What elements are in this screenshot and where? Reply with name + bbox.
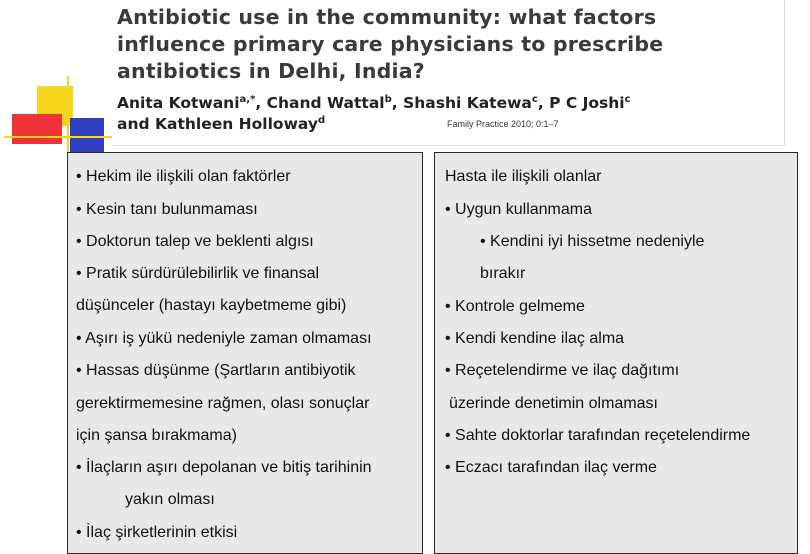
physician-factor-item: • Kesin tanı bulunmaması — [76, 201, 258, 218]
patient-factor-item: • Kontrole gelmeme — [445, 298, 585, 315]
paper-title-line-2: influence primary care physicians to prescribe — [117, 32, 664, 56]
paper-authors-line-1 — [117, 94, 631, 112]
physician-factor-item: • İlaç şirketlerinin etkisi — [76, 524, 238, 541]
patient-factor-item: • Kendi kendine ilaç alma — [445, 330, 625, 347]
author-1-affiliation: a,* — [239, 94, 256, 105]
physician-factor-continuation: düşünceler (hastayı kaybetmeme gibi) — [76, 297, 347, 314]
patient-factors-heading: Hasta ile ilişkili olanlar — [445, 168, 602, 185]
paper-authors-line-2 — [117, 115, 325, 133]
physician-factor-item: • İlaçların aşırı depolanan ve bitiş tarihinin — [76, 459, 372, 476]
physician-factor-item: • Aşırı iş yükü nedeniyle zaman olmaması — [76, 330, 372, 347]
patient-factor-item: • Kendini iyi hissetme nedeniyle — [480, 233, 705, 250]
author-4-affiliation: c — [624, 94, 631, 105]
physician-factors-panel — [67, 152, 423, 554]
physician-factor-item: • Hassas düşünme (Şartların antibiyotik — [76, 362, 356, 379]
physician-factor-continuation: gerektirmemesine rağmen, olası sonuçlar — [76, 395, 370, 412]
deco-vertical-line — [67, 76, 69, 158]
patient-factor-item: • Uygun kullanmama — [445, 201, 592, 218]
physician-factor-continuation: yakın olması — [125, 491, 215, 508]
patient-factor-continuation: bırakır — [480, 265, 526, 282]
author-5: and Kathleen Holloway — [117, 115, 318, 133]
paper-title-line-1: Antibiotic use in the community: what factors — [117, 5, 657, 29]
journal-citation: Family Practice 2010; 0:1–7 — [447, 119, 559, 129]
paper-title-line-3: antibiotics in Delhi, India? — [117, 59, 425, 83]
deco-blue-square — [70, 118, 104, 152]
author-2-affiliation: b — [384, 94, 392, 105]
deco-red-square — [12, 114, 62, 144]
author-5-affiliation: d — [317, 115, 326, 126]
author-4: , P C Joshi — [537, 94, 625, 112]
author-3-affiliation: c — [531, 94, 538, 105]
physician-factors-heading: • Hekim ile ilişkili olan faktörler — [76, 168, 291, 185]
physician-factor-item: • Doktorun talep ve beklenti algısı — [76, 233, 314, 250]
author-1: Anita Kotwani — [117, 94, 240, 112]
patient-factor-item: • Eczacı tarafından ilaç verme — [445, 459, 657, 476]
physician-factor-continuation: için şansa bırakmama) — [76, 427, 237, 444]
physician-factor-item: • Pratik sürdürülebilirlik ve finansal — [76, 265, 320, 282]
author-2: , Chand Wattal — [255, 94, 385, 112]
patient-factors-panel — [434, 152, 798, 554]
patient-factor-item: • Sahte doktorlar tarafından reçetelendirme — [445, 427, 751, 444]
author-3: , Shashi Katewa — [391, 94, 532, 112]
patient-factor-item: • Reçetelendirme ve ilaç dağıtımı — [445, 362, 680, 379]
deco-horizontal-line — [4, 136, 114, 138]
patient-factor-continuation: üzerinde denetimin olmaması — [449, 395, 658, 412]
